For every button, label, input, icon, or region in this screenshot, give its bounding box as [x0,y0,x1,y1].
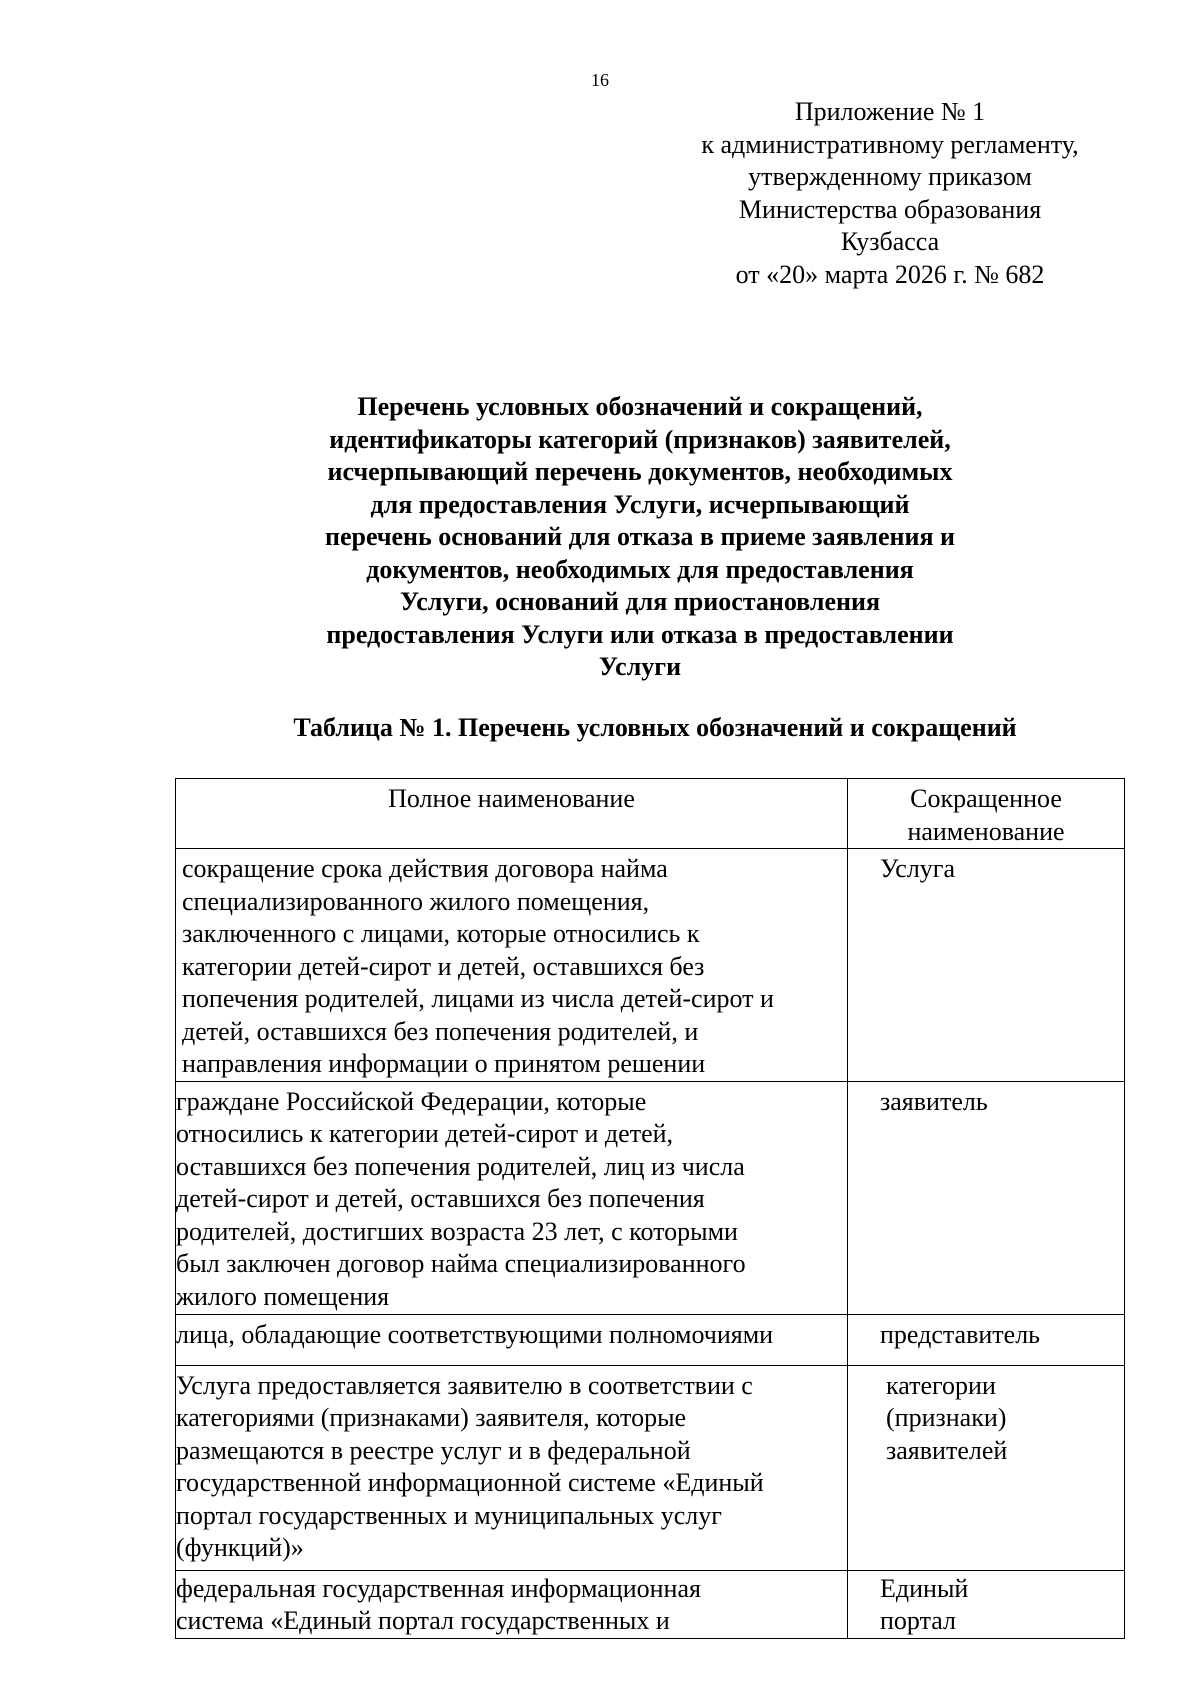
short-name-cell [848,1570,1125,1638]
title-line: Услуги [598,652,682,681]
document-title [245,391,1035,684]
cell-line: (признаки) [886,1403,1007,1432]
cell-line: лица, обладающие соответствующими полномочиями [176,1319,774,1349]
short-name-cell [848,849,1125,1082]
title-line: идентификаторы категорий (признаков) заявителей, [329,424,951,454]
cell-line: родителей, достигших возраста 23 лет, с которыми [176,1216,738,1246]
short-name-cell [848,1081,1125,1314]
full-name-cell [176,1570,848,1638]
cell-line: попечения родителей, лицами из числа детей-сирот и [182,984,774,1013]
title-line: Услуги, оснований для приостановления [399,587,881,616]
page-number: 16 [591,70,609,90]
cell-line: Услуга предоставляется заявителю в соответствии с [176,1370,753,1400]
cell-line: портал [880,1606,956,1635]
table-row [176,1081,1125,1314]
header-full-name: Полное наименование [176,779,848,849]
cell-line: федеральная государственная информационная [176,1573,701,1603]
full-name-cell [176,1314,848,1365]
cell-line: система «Единый портал государственных и [176,1606,670,1635]
table-caption: Таблица № 1. Перечень условных обозначений и сокращений [293,713,1017,742]
header-short-line: Сокращенное [910,784,1062,813]
cell-line: государственной информационной системе «Единый [176,1468,764,1497]
appendix-line: от «20» марта 2026 г. № 682 [735,259,1045,289]
cell-line: оставшихся без попечения родителей, лиц из числа [176,1151,745,1181]
abbreviations-table [175,778,1125,1639]
title-line: для предоставления Услуги, исчерпывающий [370,489,910,519]
cell-line: представитель [880,1319,1041,1349]
full-name-cell [176,849,848,1082]
cell-line: граждане Российской Федерации, которые [176,1086,647,1116]
header-short-name [848,779,1125,849]
table-header-row [176,779,1125,849]
cell-line: детей-сирот и детей, оставшихся без попечения [176,1184,705,1213]
cell-line: специализированного жилого помещения, [182,886,650,916]
cell-line: категориями (признаками) заявителя, которые [176,1403,687,1432]
table-row [176,1314,1125,1365]
title-line: Перечень условных обозначений и сокращений, [357,392,923,421]
cell-line: заявителей [886,1435,1008,1465]
appendix-line: к административному регламенту, [701,129,1079,159]
table-row [176,849,1125,1082]
appendix-line: Кузбасса [840,227,940,256]
appendix-line: Министерства образования [738,194,1042,224]
cell-line: был заключен договор найма специализированного [176,1249,746,1278]
cell-line: заключенного с лицами, которые относились к [182,919,700,948]
cell-line: Единый [880,1573,969,1603]
cell-line: направления информации о принятом решении [182,1049,706,1078]
full-name-cell [176,1365,848,1570]
appendix-line: утвержденному приказом [748,162,1032,191]
title-line: исчерпывающий перечень документов, необходимых [327,457,953,486]
cell-line: детей, оставшихся без попечения родителей, и [182,1016,699,1046]
table-row [176,1365,1125,1570]
title-line: предоставления Услуги или отказа в предоставлении [326,619,954,649]
cell-line: Услуга [880,854,956,883]
cell-line: сокращение срока действия договора найма [182,854,668,883]
cell-line: портал государственных и муниципальных услуг [176,1500,722,1530]
cell-line: категории [886,1370,996,1400]
cell-line: (функций)» [176,1533,304,1562]
table-row [176,1570,1125,1638]
appendix-header [665,96,1115,291]
title-line: перечень оснований для отказа в приеме заявления и [324,522,956,551]
cell-line: размещаются в реестре услуг и в федеральной [176,1435,691,1465]
short-name-cell [848,1314,1125,1365]
cell-line: заявитель [880,1086,988,1116]
title-line: документов, необходимых для предоставления [366,554,914,584]
appendix-line: Приложение № 1 [794,97,986,126]
full-name-cell [176,1081,848,1314]
header-short-line: наименование [907,816,1065,846]
cell-line: относились к категории детей-сирот и детей, [176,1119,674,1148]
short-name-cell [848,1365,1125,1570]
cell-line: категории детей-сирот и детей, оставшихся без [182,951,705,981]
cell-line: жилого помещения [176,1281,390,1311]
